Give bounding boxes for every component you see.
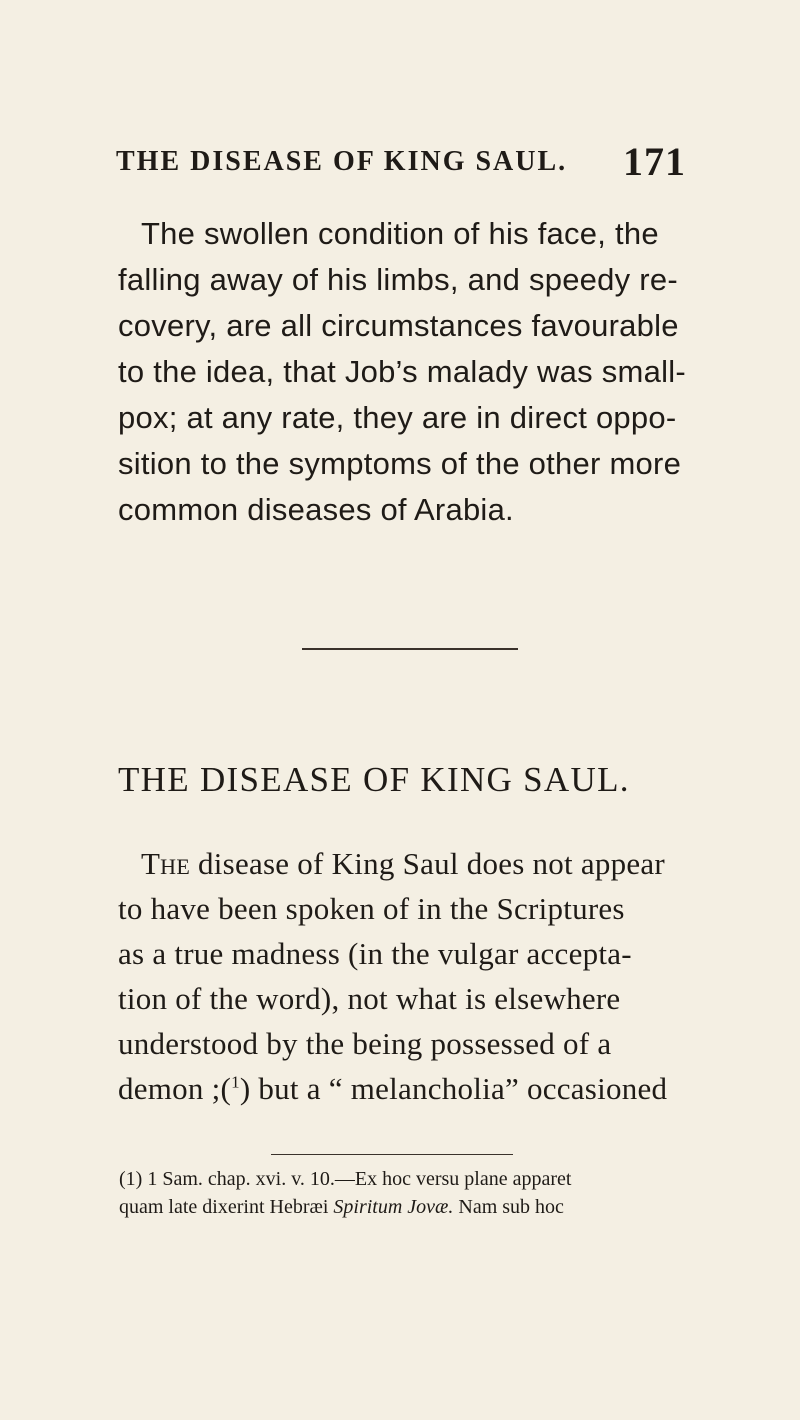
footnote-marker: 1 xyxy=(231,1072,240,1092)
footnote xyxy=(119,1165,699,1221)
running-title: THE DISEASE OF KING SAUL. xyxy=(116,146,568,177)
paragraph-line: pox; at any rate, they are in direct oppo- xyxy=(118,400,677,435)
paragraph-line-text: demon ;( xyxy=(118,1071,232,1106)
paragraph-king-saul xyxy=(118,841,693,1111)
paragraph-line xyxy=(118,841,693,886)
paragraph-line-text: disease of King Saul does not appear xyxy=(190,846,666,881)
page-number: 171 xyxy=(623,139,686,184)
paragraph-line: to have been spoken of in the Scriptures xyxy=(118,891,625,926)
paragraph-line: covery, are all circumstances favourable xyxy=(118,308,679,343)
paragraph-line: to the idea, that Job’s malady was small- xyxy=(118,354,686,389)
footnote-text: Nam sub hoc xyxy=(453,1196,564,1218)
section-divider xyxy=(302,648,518,650)
section-heading: THE DISEASE OF KING SAUL. xyxy=(118,760,630,799)
footnote-text: quam late dixerint Hebræi xyxy=(119,1196,334,1218)
paragraph-job-malady xyxy=(118,211,693,533)
dropcap-word: The xyxy=(141,846,191,881)
paragraph-line: tion of the word), not what is elsewhere xyxy=(118,981,621,1016)
page-header xyxy=(116,138,686,186)
paragraph-line xyxy=(118,1066,693,1111)
paragraph-line: as a true madness (in the vulgar accepta- xyxy=(118,936,632,971)
footnote-italic-text: Spiritum Jovæ. xyxy=(333,1196,454,1218)
paragraph-line-text: ) but a “ melancholia” occasioned xyxy=(239,1071,668,1106)
paragraph-line: understood by the being possessed of a xyxy=(118,1026,612,1061)
footnote-line: (1) 1 Sam. chap. xvi. v. 10.—Ex hoc versu plane apparet xyxy=(119,1168,572,1190)
paragraph-line: The swollen condition of his face, the xyxy=(141,216,659,251)
paragraph-line: sition to the symptoms of the other more xyxy=(118,446,682,481)
paragraph-line: common diseases of Arabia. xyxy=(118,492,514,527)
footnote-line xyxy=(119,1193,699,1221)
paragraph-line: falling away of his limbs, and speedy re- xyxy=(118,262,678,297)
footnote-divider xyxy=(271,1154,513,1155)
